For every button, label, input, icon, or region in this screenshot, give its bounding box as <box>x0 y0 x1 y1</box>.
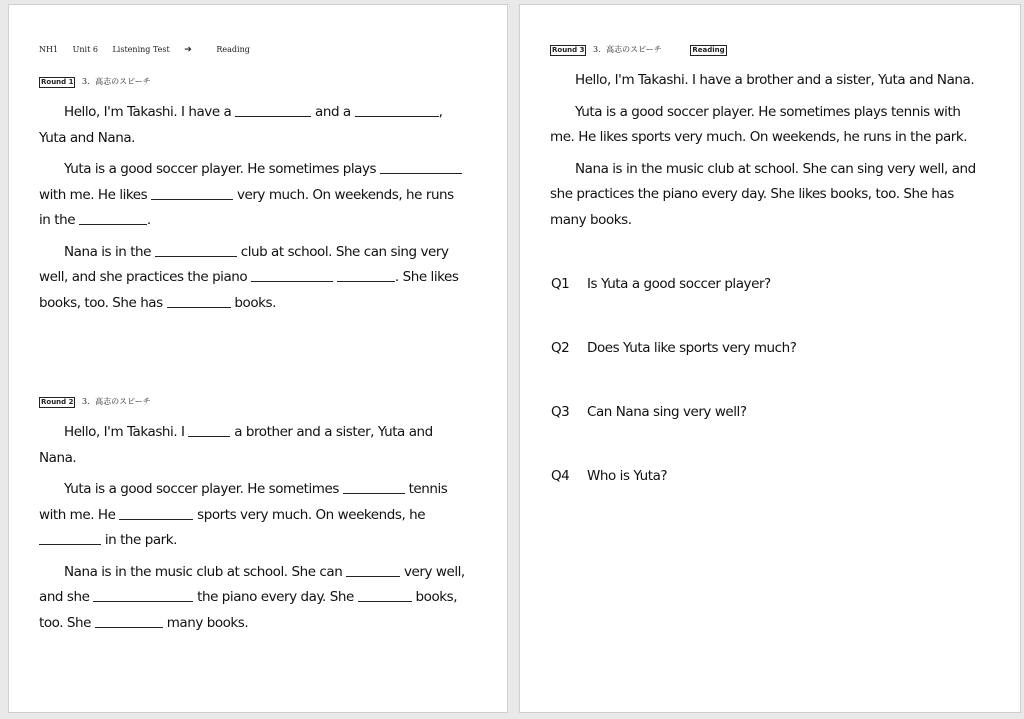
blank[interactable] <box>188 422 230 437</box>
question-1 <box>551 276 771 292</box>
round3-heading <box>550 44 731 56</box>
question-number: Q2 <box>551 340 570 356</box>
round2-heading <box>39 396 151 408</box>
round1-passage: Hello, I'm Takashi. I have a and a , Yuta and Nana. Yuta is a good soccer player. He sometimes plays with me. He likes very much. On weekends, he runs in the . Nana is in the club at school. She can sing very well, and she practices the piano . She likes books, too. She has books. <box>39 100 462 322</box>
round3-passage: Hello, I'm Takashi. I have a brother and a sister, Yuta and Nana. Yuta is a good soccer player. He sometimes plays tennis with me. He likes sports very much. On weekends, he runs in the park. Nana is in the music club at school. She can sing very well, and she practices the piano every day. She likes books, too. She has many books. <box>550 72 976 228</box>
blank[interactable] <box>79 210 147 225</box>
blank[interactable] <box>346 562 400 577</box>
question-text: Can Nana sing very well? <box>587 404 747 420</box>
round2-passage: Hello, I'm Takashi. I a brother and a sister, Yuta and Nana. Yuta is a good soccer player. He sometimes tennis with me. He sports very much. On weekends, he in the park. Nana is in the music club at school. She can very well, and she the piano every day. She books, too. She many books. <box>39 424 465 631</box>
unit-label: Unit 6 <box>72 45 98 54</box>
blank[interactable] <box>235 102 311 117</box>
blank[interactable] <box>155 242 237 257</box>
reading-label: Reading <box>216 45 250 54</box>
blank[interactable] <box>39 530 101 545</box>
question-text: Does Yuta like sports very much? <box>587 340 797 356</box>
blank[interactable] <box>358 587 412 602</box>
blank[interactable] <box>251 267 333 282</box>
test-label: Listening Test <box>112 45 170 54</box>
worksheet-page-right <box>519 4 1021 713</box>
arrow-icon: ➔ <box>184 45 192 55</box>
worksheet-page-left <box>8 4 508 713</box>
reading-tag: Reading <box>692 46 725 54</box>
blank[interactable] <box>151 185 233 200</box>
round3-tag: Round 3 <box>552 46 585 54</box>
round3-title: 3．高志のスピーチ <box>593 45 662 54</box>
question-2 <box>551 340 796 356</box>
blank[interactable] <box>93 587 193 602</box>
round1-title: 3．高志のスピーチ <box>82 77 151 86</box>
blank[interactable] <box>380 159 462 174</box>
round1-heading <box>39 76 151 88</box>
blank[interactable] <box>343 479 405 494</box>
question-number: Q3 <box>551 404 570 420</box>
header-line <box>39 45 262 55</box>
question-text: Who is Yuta? <box>587 468 668 484</box>
round1-tag: Round 1 <box>41 78 74 86</box>
blank[interactable] <box>95 613 163 628</box>
course-label: NH1 <box>39 45 59 54</box>
blank[interactable] <box>337 267 395 282</box>
question-text: Is Yuta a good soccer player? <box>587 276 771 292</box>
question-4 <box>551 468 667 484</box>
round2-tag: Round 2 <box>41 398 74 406</box>
round2-title: 3．高志のスピーチ <box>82 397 151 406</box>
question-3 <box>551 404 747 420</box>
question-number: Q4 <box>551 468 570 484</box>
blank[interactable] <box>355 102 439 117</box>
blank[interactable] <box>167 293 231 308</box>
question-number: Q1 <box>551 276 570 292</box>
blank[interactable] <box>119 505 193 520</box>
